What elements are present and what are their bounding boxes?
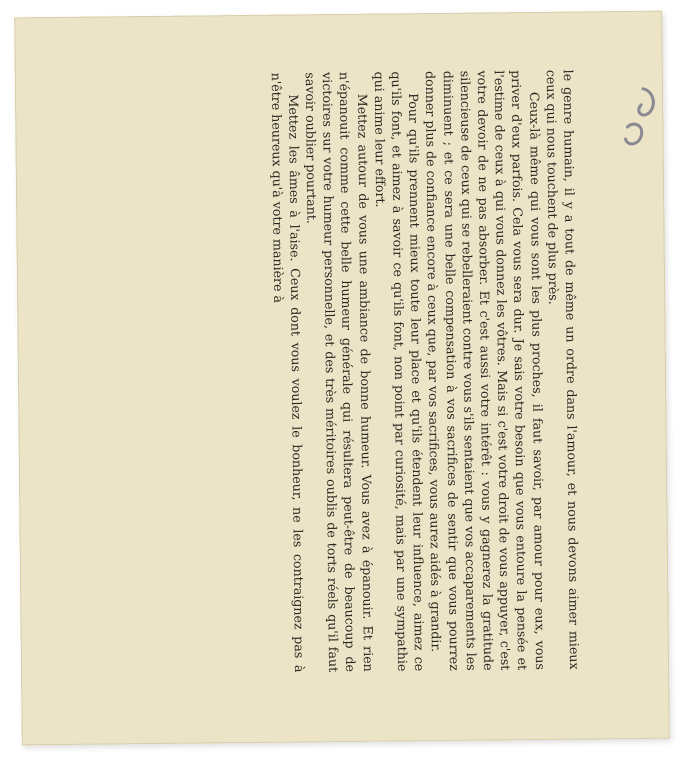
rotated-text-container <box>107 70 583 675</box>
paragraph-4: Mettez autour de vous une ambiance de bonne humeur. Vous avez à épanouir. Et rien n'épanouit comme cette belle humeur générale qui résultera peut-être de beaucoup de victoires sur votre humeur personnelle, et des très méritoires oublis de torts réels qu'il faut savoir oublier pourtant. <box>302 71 376 673</box>
paragraph-5: Mettez les âmes à l'aise. Ceux dont vous voulez le bonheur, ne les contraignez pas à n'être heureux qu'à votre manière à <box>268 72 307 673</box>
paragraph-3: Pour qu'ils prennent mieux toute leur place et qu'ils étendent leur influence, aimez ce qu'ils font, et aimez à savoir ce qu'ils font, non point par curiosité, mais par une sympathie qui anime leur effort. <box>371 71 428 672</box>
document-body <box>267 70 583 673</box>
paper-sheet <box>14 11 670 746</box>
paragraph-2: Ceux-là même qui vous sont les plus proches, il faut savoir, par amour pour eux, vous priver d'eux parfois. Cela vous sera dur. Je sais votre besoin que vous entoure la pensée et l'estime de ceux à qui vous donnez les vôtres. Mais si c'est votre droit de vous appuyer, c'est votre devoir de ne pas absorber. Et c'est aussi votre intérêt : vous y gagnerez la gratitude silencieuse de ceux qui se rebelleraient contre vous s'ils sentaient que vos accaparements les diminuent ; et ce sera une belle compensation à vos sacrifices de sentir que vous pourrez donner plus de confiance encore à ceux que, par vos sacrifices, vous aurez aidés à grandir. <box>423 70 548 671</box>
pencil-annotation-mark <box>613 81 662 161</box>
paragraph-1: le genre humain, il y a tout de même un ordre dans l'amour, et nous devons aimer mieux ceux qui nous touchent de plus près. <box>543 69 583 670</box>
